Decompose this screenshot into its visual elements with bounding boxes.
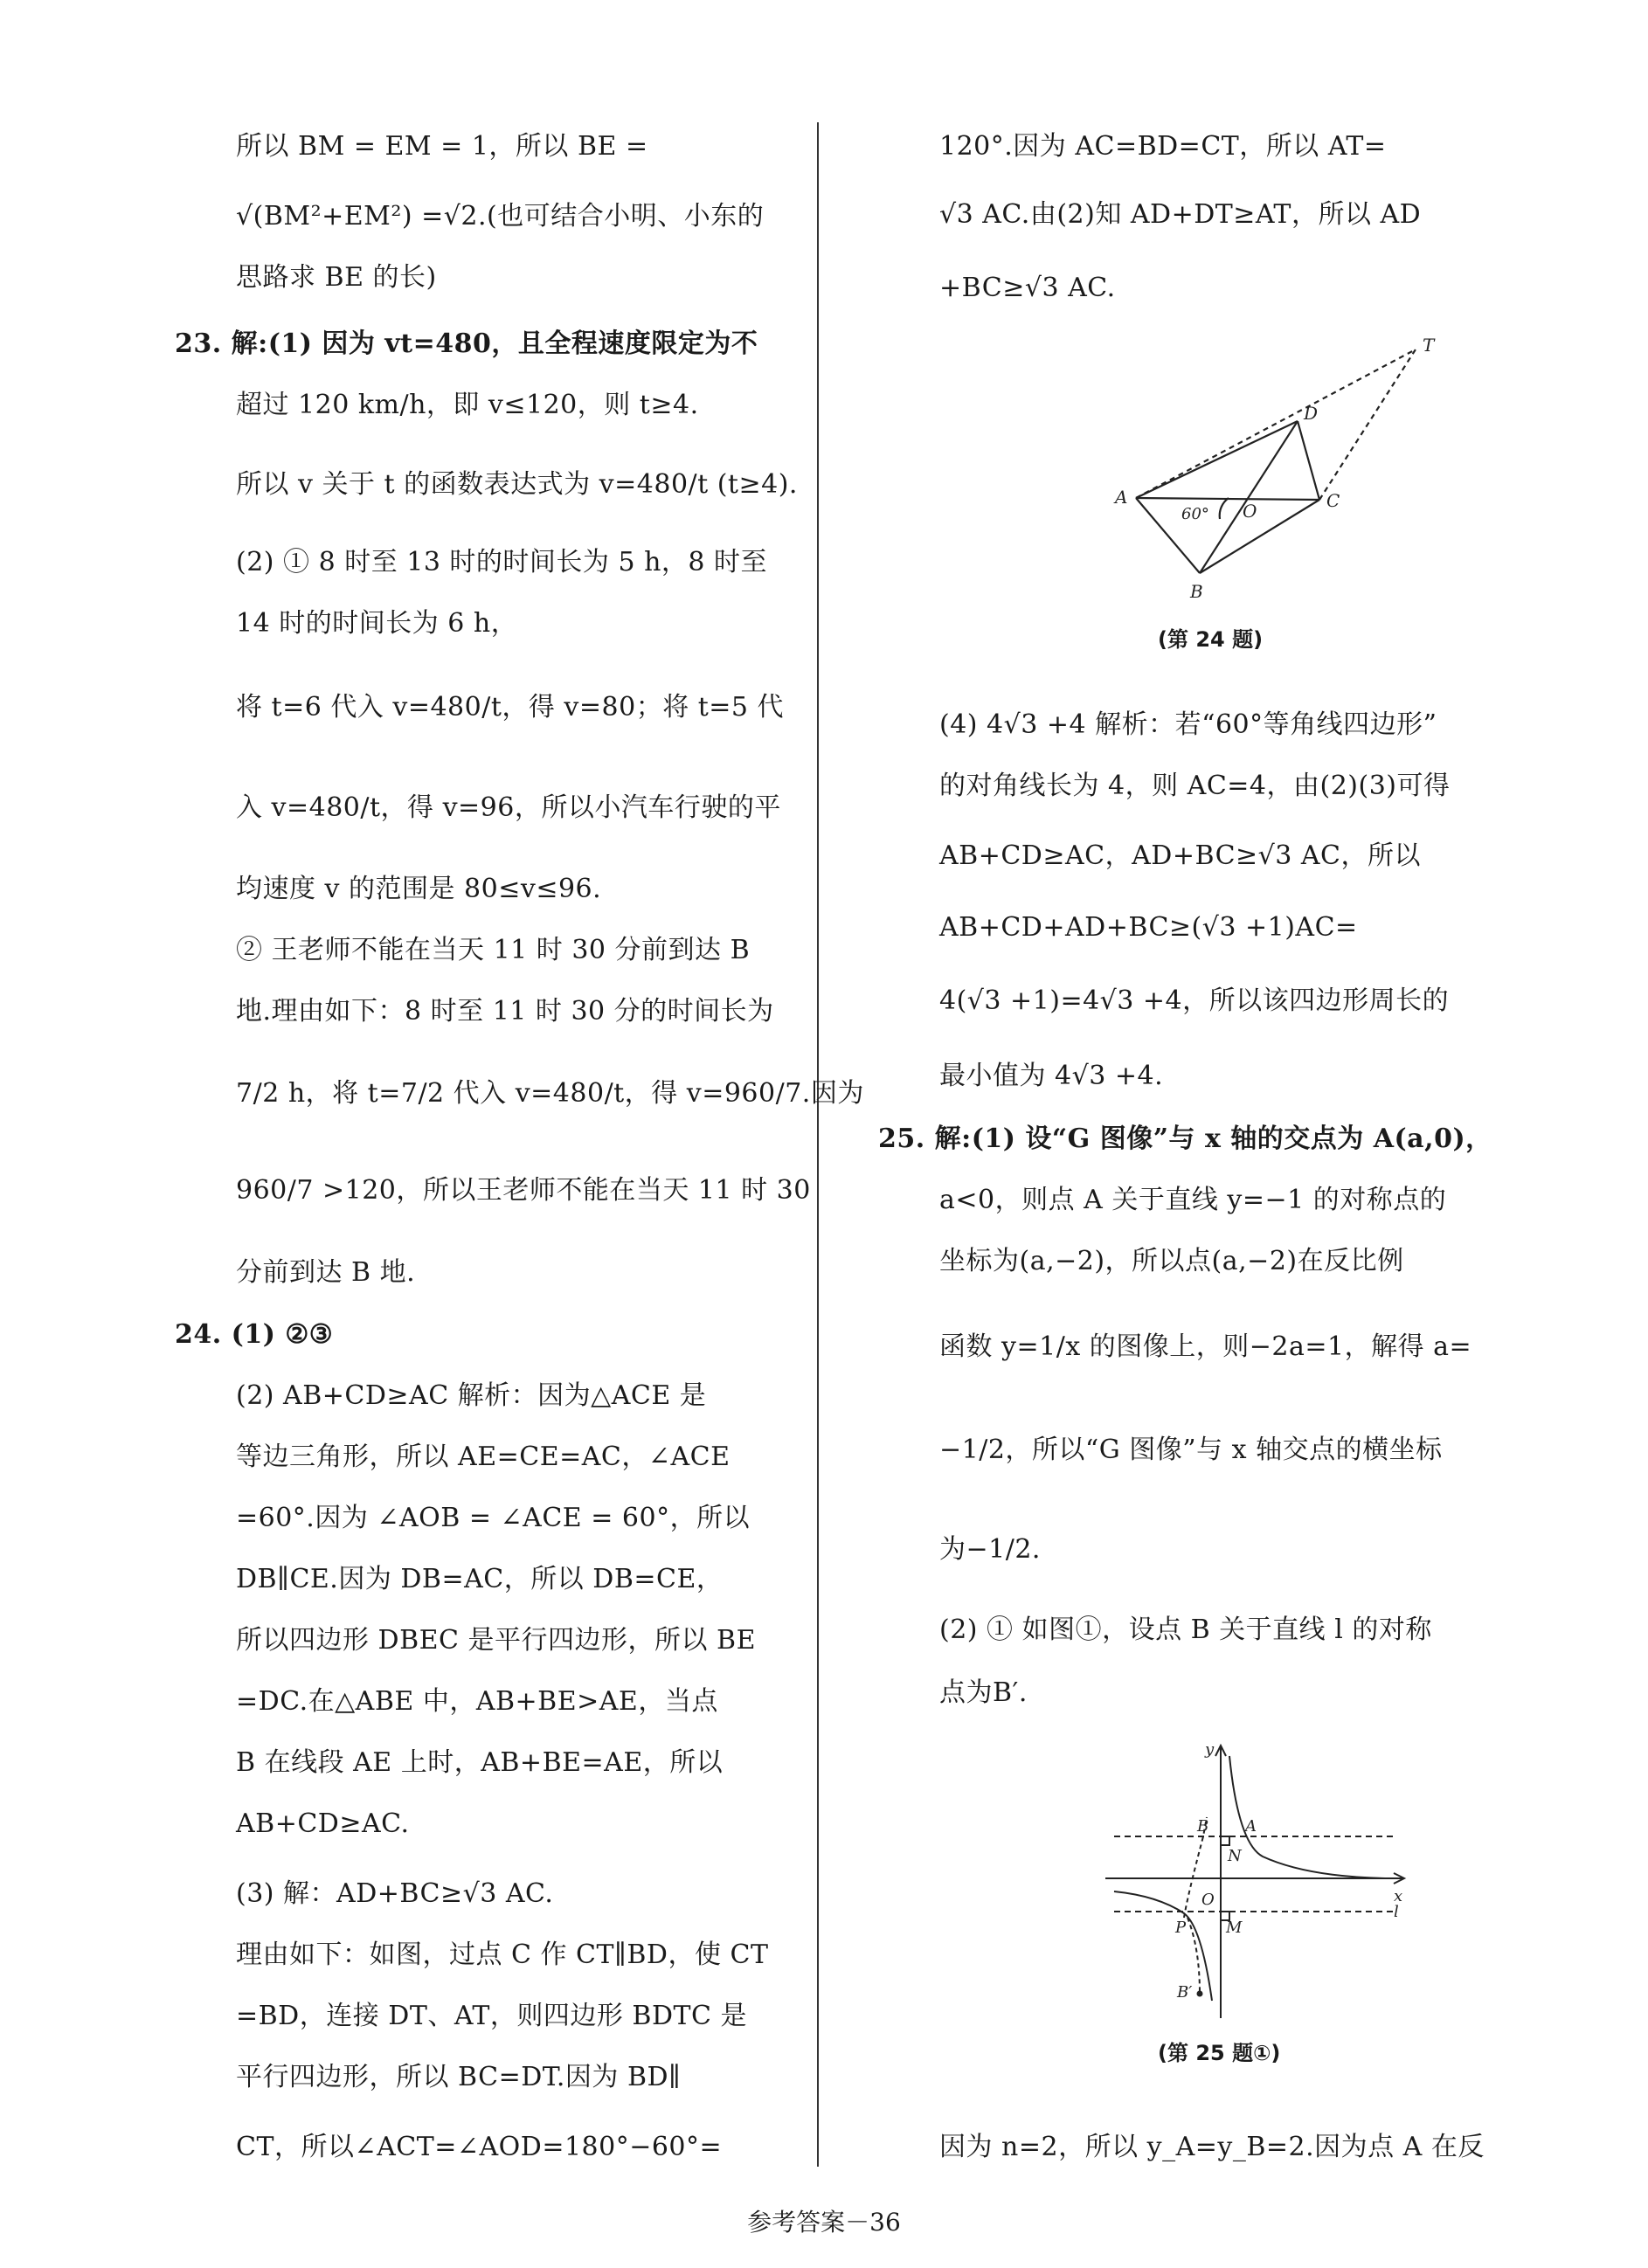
segment-BC xyxy=(1200,500,1319,573)
curve-branch-2 xyxy=(1114,1891,1212,2001)
text-line: =60°.因为 ∠AOB = ∠ACE = 60°，所以 xyxy=(236,1503,751,1533)
text-line: 4(√3 +1)=4√3 +4，所以该四边形周长的 xyxy=(939,985,1450,1016)
text-line: 分前到达 B 地. xyxy=(236,1257,416,1288)
text-line: (4) 4√3 +4 解析：若“60°等角线四边形” xyxy=(939,709,1437,740)
point-Bp xyxy=(1197,1991,1203,1997)
label-O: O xyxy=(1243,501,1257,522)
label-l: l xyxy=(1394,1903,1399,1921)
text-line: 最小值为 4√3 +4. xyxy=(939,1061,1164,1091)
label-B: B xyxy=(1190,581,1203,602)
text-line: 所以 BM = EM = 1，所以 BE = xyxy=(236,131,648,162)
text-line: 等边三角形，所以 AE=CE=AC，∠ACE xyxy=(236,1442,731,1472)
label-angle: 60° xyxy=(1181,505,1209,523)
label-D: D xyxy=(1304,403,1319,424)
text-line: CT，所以∠ACT=∠AOD=180°−60°= xyxy=(236,2132,723,2162)
label-O: O xyxy=(1201,1891,1215,1909)
label-B: B xyxy=(1197,1817,1209,1836)
figure-24-caption: (第 24 题) xyxy=(1158,627,1264,652)
text-line: 将 t=6 代入 v=480/t，得 v=80；将 t=5 代 xyxy=(236,692,785,723)
text-line: 均速度 v 的范围是 80≤v≤96. xyxy=(236,874,602,904)
text-line: 因为 n=2，所以 y_A=y_B=2.因为点 A 在反 xyxy=(939,2132,1485,2162)
text-line: AB+CD≥AC，AD+BC≥√3 AC，所以 xyxy=(939,840,1422,871)
text-line: −1/2，所以“G 图像”与 x 轴交点的横坐标 xyxy=(939,1435,1443,1465)
label-y: y xyxy=(1205,1740,1215,1759)
text-line: 点为B′. xyxy=(939,1677,1028,1708)
text-line: +BC≥√3 AC. xyxy=(939,273,1116,303)
label-T: T xyxy=(1423,335,1435,356)
label-Bp: B′ xyxy=(1177,1983,1193,2002)
text-line: √(BM²+EM²) =√2.(也可结合小明、小东的 xyxy=(236,201,765,232)
text-line: (3) 解：AD+BC≥√3 AC. xyxy=(236,1878,554,1909)
figure-25-caption: (第 25 题①) xyxy=(1158,2041,1281,2065)
text-line: 坐标为(a,−2)，所以点(a,−2)在反比例 xyxy=(939,1246,1404,1276)
segment-DC xyxy=(1298,421,1319,500)
text-line: √3 AC.由(2)知 AD+DT≥AT，所以 AD xyxy=(939,199,1422,230)
right-angle-N xyxy=(1221,1836,1229,1845)
text-line: 地.理由如下：8 时至 11 时 30 分的时间长为 xyxy=(236,996,774,1027)
text-line: =DC.在△ABE 中，AB+BE>AE，当点 xyxy=(236,1686,718,1717)
text-line: 函数 y=1/x 的图像上，则−2a=1，解得 a= xyxy=(939,1331,1472,1362)
text-line: 理由如下：如图，过点 C 作 CT∥BD，使 CT xyxy=(236,1940,769,1970)
label-N: N xyxy=(1228,1847,1242,1865)
label-P: P xyxy=(1175,1919,1187,1937)
column-divider xyxy=(817,122,819,2167)
text-line: ② 王老师不能在当天 11 时 30 分前到达 B xyxy=(236,935,751,965)
text-line: AB+CD≥AC. xyxy=(236,1808,410,1839)
label-A: A xyxy=(1245,1817,1257,1836)
label-M: M xyxy=(1226,1919,1243,1937)
reflected-curve-lower xyxy=(1188,1918,1200,1994)
text-line: 入 v=480/t，得 v=96，所以小汽车行驶的平 xyxy=(236,792,781,823)
figure-24 xyxy=(1057,332,1451,612)
text-line: (2) ① 8 时至 13 时的时间长为 5 h，8 时至 xyxy=(236,547,768,577)
label-x: x xyxy=(1394,1887,1403,1905)
problem-23-line: 23. 解:(1) 因为 vt=480，且全程速度限定为不 xyxy=(175,328,758,359)
figure-25 xyxy=(1097,1739,1411,2027)
segment-AT xyxy=(1136,349,1416,498)
page-footer: 参考答案－36 xyxy=(747,2208,901,2237)
text-line: 960/7 >120，所以王老师不能在当天 11 时 30 xyxy=(236,1175,811,1206)
text-line: AB+CD+AD+BC≥(√3 +1)AC= xyxy=(939,912,1358,943)
text-line: a<0，则点 A 关于直线 y=−1 的对称点的 xyxy=(939,1185,1447,1215)
text-line: 14 时的时间长为 6 h， xyxy=(236,608,518,639)
segment-CT xyxy=(1319,349,1416,500)
angle-arc xyxy=(1220,498,1229,519)
text-line: (2) AB+CD≥AC 解析：因为△ACE 是 xyxy=(236,1380,707,1411)
text-line: 超过 120 km/h，即 v≤120，则 t≥4. xyxy=(236,390,699,420)
text-line: =BD，连接 DT、AT，则四边形 BDTC 是 xyxy=(236,2001,748,2031)
text-line: (2) ① 如图①，设点 B 关于直线 l 的对称 xyxy=(939,1615,1432,1645)
problem-25-line: 25. 解:(1) 设“G 图像”与 x 轴的交点为 A(a,0)， xyxy=(878,1124,1492,1154)
text-line: 120°.因为 AC=BD=CT，所以 AT= xyxy=(939,131,1387,162)
text-line: DB∥CE.因为 DB=AC，所以 DB=CE， xyxy=(236,1564,724,1594)
text-line: 7/2 h，将 t=7/2 代入 v=480/t，得 v=960/7.因为 xyxy=(236,1078,864,1109)
text-line: 所以四边形 DBEC 是平行四边形，所以 BE xyxy=(236,1625,757,1656)
text-line: B 在线段 AE 上时，AB+BE=AE，所以 xyxy=(236,1747,724,1778)
text-line: 为−1/2. xyxy=(939,1534,1041,1565)
text-line: 思路求 BE 的长) xyxy=(236,262,437,293)
label-A: A xyxy=(1115,487,1128,508)
text-line: 平行四边形，所以 BC=DT.因为 BD∥ xyxy=(236,2062,682,2092)
label-C: C xyxy=(1326,490,1340,511)
problem-24-line: 24. (1) ②③ xyxy=(175,1319,334,1350)
text-line: 所以 v 关于 t 的函数表达式为 v=480/t (t≥4). xyxy=(236,469,798,500)
text-line: 的对角线长为 4，则 AC=4，由(2)(3)可得 xyxy=(939,771,1451,801)
